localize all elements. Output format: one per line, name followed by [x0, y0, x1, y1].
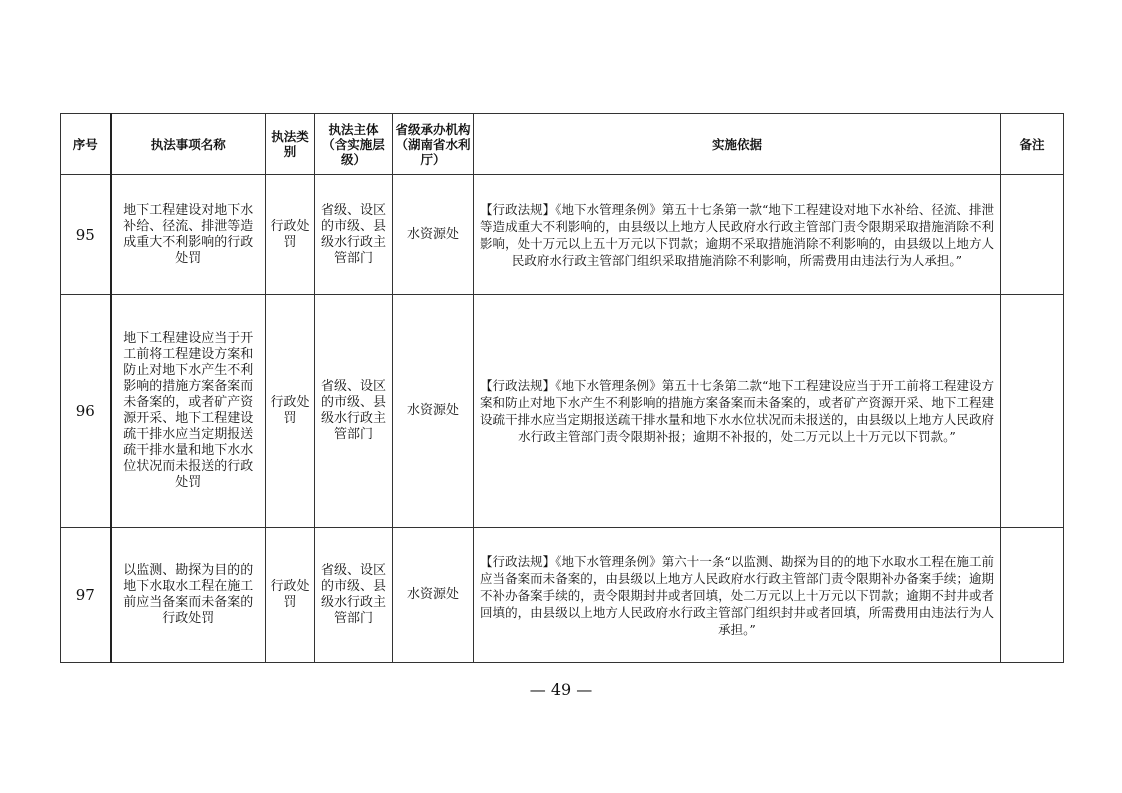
row-remarks	[1001, 528, 1064, 663]
row-enforcement-type: 行政处罚	[266, 528, 315, 663]
page-number: — 49 —	[529, 680, 593, 699]
row-enforcement-subject: 省级、设区的市级、县级水行政主管部门	[315, 528, 393, 663]
enforcement-items-table	[60, 113, 1064, 663]
row-item-name: 地下工程建设对地下水补给、径流、排泄等造成重大不利影响的行政处罚	[111, 175, 266, 295]
header-remarks: 备注	[1001, 114, 1064, 175]
table-row	[61, 175, 1064, 295]
row-legal-basis: 【行政法规】《地下水管理条例》第六十一条“以监测、勘探为目的的地下水取水工程在施工前应当备案而未备案的，由县级以上地方人民政府水行政主管部门责令限期补办备案手续；逾期不补办备案手续的，责令限期封井或者回填，处二万元以上十万元以下罚款；逾期不封井或者回填的，由县级以上地方人民政府水行政主管部门组织封井或者回填，所需费用由违法行为人承担。”	[474, 528, 1001, 663]
row-seq: 97	[61, 528, 111, 663]
row-remarks	[1001, 295, 1064, 528]
row-legal-basis: 【行政法规】《地下水管理条例》第五十七条第二款“地下工程建设应当于开工前将工程建设方案和防止对地下水产生不利影响的措施方案备案而未备案的，或者矿产资源开采、地下工程建设疏干排水应当定期报送疏干排水量和地下水水位状况而未报送的，由县级以上地方人民政府水行政主管部门责令限期补报；逾期不补报的，处二万元以上十万元以下罚款。”	[474, 295, 1001, 528]
header-item-name: 执法事项名称	[111, 114, 266, 175]
header-provincial-agency: 省级承办机构（湖南省水利厅）	[393, 114, 474, 175]
row-item-name: 地下工程建设应当于开工前将工程建设方案和防止对地下水产生不利影响的措施方案备案而未备案的，或者矿产资源开采、地下工程建设疏干排水应当定期报送疏干排水量和地下水水位状况而未报送的行政处罚	[111, 295, 266, 528]
header-enforcement-type: 执法类别	[266, 114, 315, 175]
row-item-name: 以监测、勘探为目的的地下水取水工程在施工前应当备案而未备案的行政处罚	[111, 528, 266, 663]
row-seq: 95	[61, 175, 111, 295]
row-enforcement-subject: 省级、设区的市级、县级水行政主管部门	[315, 175, 393, 295]
row-enforcement-type: 行政处罚	[266, 295, 315, 528]
row-enforcement-type: 行政处罚	[266, 175, 315, 295]
row-provincial-agency: 水资源处	[393, 295, 474, 528]
table-row	[61, 528, 1064, 663]
row-remarks	[1001, 175, 1064, 295]
row-provincial-agency: 水资源处	[393, 175, 474, 295]
table-header-row	[61, 114, 1064, 175]
header-seq: 序号	[61, 114, 111, 175]
header-enforcement-subject: 执法主体（含实施层级）	[315, 114, 393, 175]
table-row	[61, 295, 1064, 528]
row-enforcement-subject: 省级、设区的市级、县级水行政主管部门	[315, 295, 393, 528]
row-seq: 96	[61, 295, 111, 528]
header-legal-basis: 实施依据	[474, 114, 1001, 175]
row-legal-basis: 【行政法规】《地下水管理条例》第五十七条第一款“地下工程建设对地下水补给、径流、排泄等造成重大不利影响的，由县级以上地方人民政府水行政主管部门责令限期采取措施消除不利影响，处十万元以上五十万元以下罚款；逾期不采取措施消除不利影响的，由县级以上地方人民政府水行政主管部门组织采取措施消除不利影响，所需费用由违法行为人承担。”	[474, 175, 1001, 295]
row-provincial-agency: 水资源处	[393, 528, 474, 663]
